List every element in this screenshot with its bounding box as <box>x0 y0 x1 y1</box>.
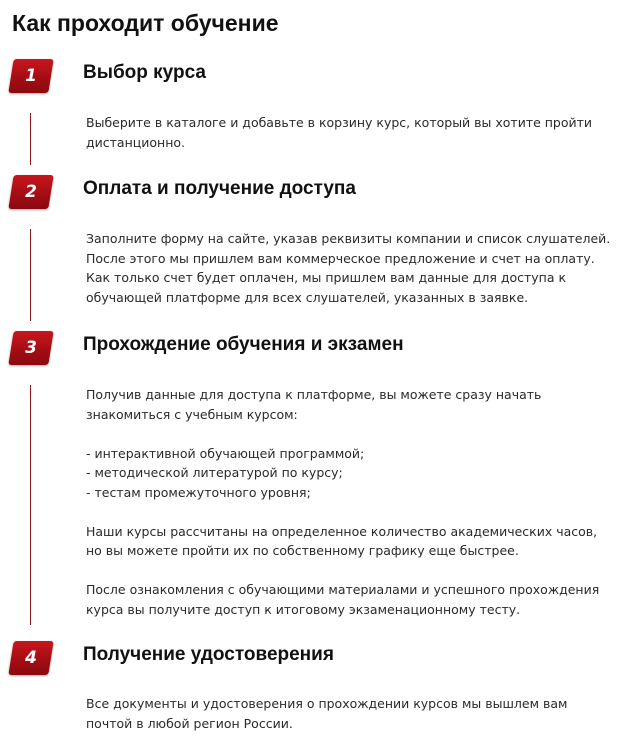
step-paragraph: Заполните форму на сайте, указав реквизиты компании и список слушателей. После этого мы пришлем вам коммерческое предложение и счет на оплату. Как только счет будет оплачен, мы пришлем вам данные для доступа к обучающей платформе для всех слушателей, указанных в заявке. <box>86 231 611 305</box>
step-description <box>86 229 612 307</box>
step-connector-line <box>30 229 31 321</box>
step-number: 3 <box>25 338 37 358</box>
step-intro: Получив данные для доступа к платформе, вы можете сразу начать знакомиться с учебным курсом: <box>86 387 542 422</box>
step-description <box>86 694 612 733</box>
step-number: 4 <box>25 648 37 668</box>
step-number: 1 <box>25 66 37 86</box>
step-title: Получение удостоверения <box>83 644 334 665</box>
step-connector-line <box>30 385 31 625</box>
step-title: Оплата и получение доступа <box>83 178 356 199</box>
step-description <box>86 385 612 619</box>
list-item: - интерактивной обучающей программой; <box>86 445 365 461</box>
step-paragraph: Выберите в каталоге и добавьте в корзину курс, который вы хотите пройти дистанционно. <box>86 115 593 150</box>
step-description <box>86 113 612 152</box>
step-number: 2 <box>25 182 37 202</box>
step-paragraph: Наши курсы рассчитаны на определенное количество академических часов, но вы можете пройти их по собственному графику еще быстрее. <box>86 523 598 558</box>
step-title: Выбор курса <box>83 62 206 83</box>
list-item: - методической литературой по курсу; <box>86 465 343 480</box>
list-item: - тестам промежуточного уровня; <box>86 484 311 500</box>
page-title: Как проходит обучение <box>12 10 279 36</box>
step-connector-line <box>30 113 31 165</box>
step-title: Прохождение обучения и экзамен <box>83 334 404 355</box>
step-paragraph: После ознакомления с обучающими материалами и успешного прохождения курса вы получите доступ к итоговому экзаменационному тесту. <box>86 582 600 617</box>
step-paragraph: Все документы и удостоверения о прохождении курсов мы вышлем вам почтой в любой регион России. <box>86 696 568 731</box>
